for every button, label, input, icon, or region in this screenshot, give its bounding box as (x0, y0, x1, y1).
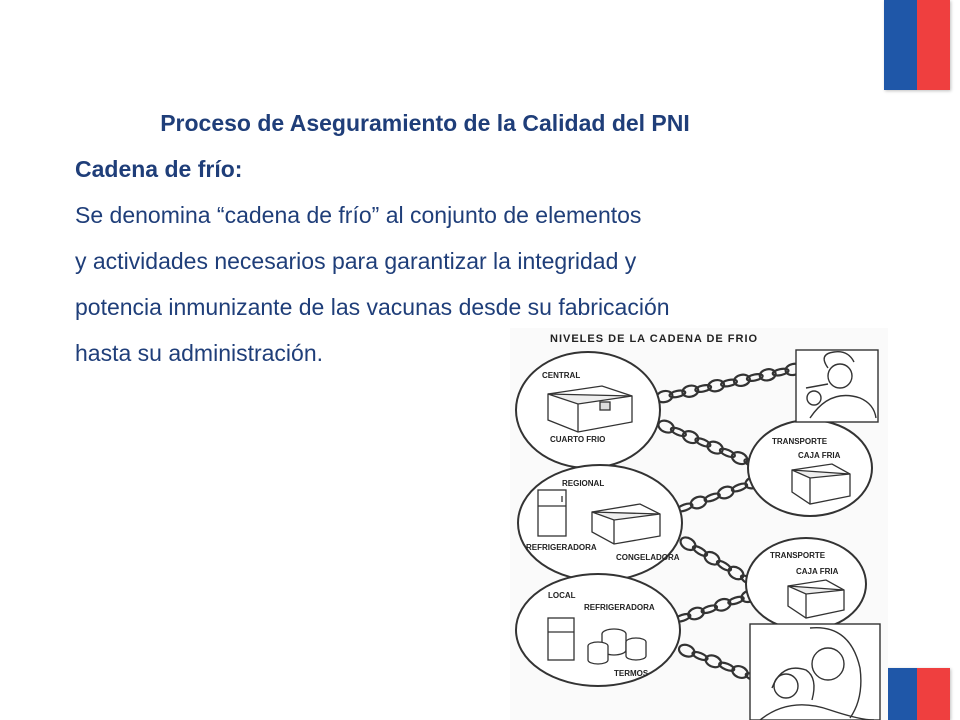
label-transporte-1: TRANSPORTE (772, 437, 828, 446)
label-transporte-2: TRANSPORTE (770, 551, 826, 560)
label-caja-fria-2: CAJA FRIA (796, 567, 839, 576)
level-transporte-1 (748, 420, 872, 516)
section-heading: Cadena de frío: (75, 156, 243, 182)
paragraph-line-4: hasta su administración. (75, 340, 324, 366)
label-caja-fria-1: CAJA FRIA (798, 451, 841, 460)
label-regional: REGIONAL (562, 479, 605, 488)
flag-blue-stripe (884, 668, 917, 720)
freezer-icon (592, 504, 660, 544)
level-central (516, 352, 660, 468)
paragraph-line-3: potencia inmunizante de las vacunas desde su fabricación (75, 294, 670, 320)
flag-blue-stripe (884, 0, 917, 90)
paragraph-line-1: Se denomina “cadena de frío” al conjunto de elementos (75, 202, 642, 228)
refrigerator-icon (538, 490, 566, 536)
mother-child-scene-bottom (750, 624, 880, 720)
level-transporte-2 (746, 538, 866, 630)
label-congeladora: CONGELADORA (616, 553, 680, 562)
diagram-title: NIVELES DE LA CADENA DE FRIO (550, 333, 759, 345)
flag-decoration-top (884, 0, 950, 90)
refrigerator-icon (548, 618, 574, 660)
paragraph-line-2: y actividades necesarios para garantizar la integridad y (75, 248, 637, 274)
cold-chain-illustration (510, 328, 888, 720)
cold-chain-diagram (510, 328, 888, 720)
cold-box-icon (788, 580, 844, 618)
label-cuarto-frio: CUARTO FRIO (550, 435, 606, 444)
label-refrigeradora-2: REFRIGERADORA (584, 603, 655, 612)
label-refrigeradora-1: REFRIGERADORA (526, 543, 597, 552)
label-termos: TERMOS (614, 669, 649, 678)
level-regional (518, 465, 682, 581)
cold-box-icon (792, 464, 850, 504)
level-local (516, 574, 680, 686)
slide-title: Proceso de Aseguramiento de la Calidad del PNI (160, 110, 690, 136)
label-central: CENTRAL (542, 371, 581, 380)
flag-red-stripe (917, 668, 950, 720)
vaccination-scene-top (796, 350, 878, 422)
label-local: LOCAL (548, 591, 576, 600)
flag-red-stripe (917, 0, 950, 90)
flag-decoration-bottom (884, 668, 950, 720)
